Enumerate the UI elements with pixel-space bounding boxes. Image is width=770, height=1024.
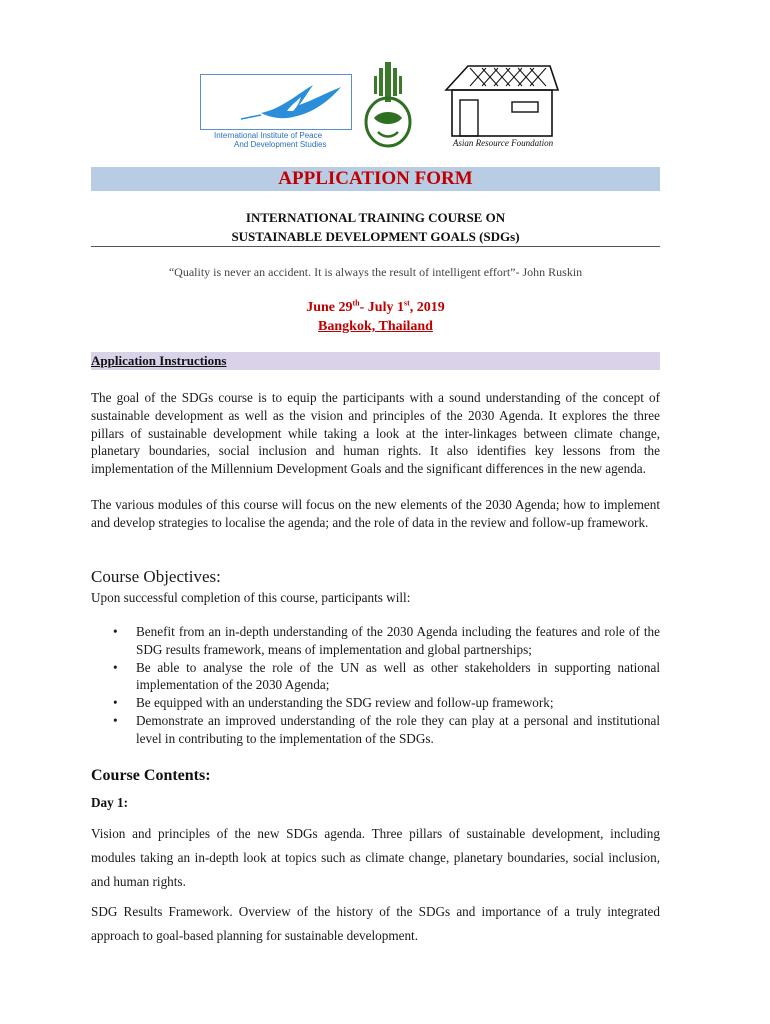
course-dates: [91, 299, 660, 317]
house-icon: [440, 64, 566, 138]
iipds-name-line1: International Institute of Peace: [214, 131, 323, 140]
day-1-label: Day 1:: [91, 795, 128, 810]
instructions-paragraph-2: The various modules of this course will focus on the new elements of the 2030 Agenda; how to implement and develop strategies to localise the agenda; and the role of data in the review and follow-up framework.: [91, 497, 660, 530]
seal-logo: [360, 60, 416, 150]
instructions-paragraph-1: The goal of the SDGs course is to equip the participants with a sound understanding of the concept of sustainable development as well as the vision and principles of the 2030 Agenda. It explores the three pillars of sustainable development while taking a look at the inter-linkages between climate change, planetary boundaries, social inclusion and human rights. It also identifies key lessons from the implementation of the Millennium Development Goals and the significant differences in the new agenda.: [91, 390, 660, 477]
date-start: June 29: [306, 300, 353, 315]
date-year: , 2019: [409, 300, 445, 315]
objective-text: Benefit from an in-depth understanding of the 2030 Agenda including the features and role of the SDG results framework, means of implementation and global partnerships;: [136, 624, 660, 657]
bullet-icon: •: [113, 712, 118, 728]
date-end-suffix: st: [403, 298, 410, 308]
day-1-paragraph-2: SDG Results Framework. Overview of the history of the SDGs and importance of a truly integrated approach to goal-based planning for sustainable development.: [91, 904, 660, 943]
day-1-paragraph-1: Vision and principles of the new SDGs agenda. Three pillars of sustainable development, including modules taking an in-depth look at topics such as climate change, planetary boundaries, social inclusion, and human rights.: [91, 826, 660, 889]
objective-item: [91, 712, 660, 748]
quote: “Quality is never an accident. It is always the result of intelligent effort”- John Ruskin: [168, 265, 583, 279]
tree-emblem-icon: [360, 60, 416, 150]
date-start-suffix: th: [352, 298, 360, 308]
objective-item: [91, 694, 660, 712]
arf-caption: Asian Resource Foundation: [452, 138, 554, 148]
iipds-logo-frame: [200, 74, 352, 130]
header-divider: [91, 246, 660, 247]
objectives-intro: Upon successful completion of this course, participants will:: [91, 590, 411, 605]
objectives-heading: Course Objectives:: [91, 567, 221, 586]
contents-heading: Course Contents:: [91, 767, 211, 784]
course-title-line2: SUSTAINABLE DEVELOPMENT GOALS (SDGs): [231, 229, 520, 244]
arf-logo: [440, 64, 566, 154]
objective-text: Be able to analyse the role of the UN as well as other stakeholders in supporting national implementation of the 2030 Agenda;: [136, 659, 660, 693]
bullet-icon: •: [113, 624, 118, 639]
objective-item: [91, 659, 660, 695]
instructions-heading: Application Instructions: [91, 353, 227, 368]
course-location: [91, 318, 660, 336]
objective-text: Demonstrate an improved understanding of the role they can play at a personal and institutional level in contributing to the implementation of the SDGs.: [136, 712, 660, 746]
bullet-icon: •: [113, 695, 118, 711]
date-end: - July 1: [359, 300, 404, 315]
bullet-icon: •: [113, 659, 118, 675]
iipds-name-line2: And Development Studies: [234, 140, 327, 149]
iipds-logo: [200, 74, 352, 152]
objective-item: [91, 623, 660, 659]
objective-text: Be equipped with an understanding the SDG review and follow-up framework;: [136, 695, 554, 711]
objectives-list: [91, 623, 660, 748]
course-title-line1: INTERNATIONAL TRAINING COURSE ON: [245, 210, 506, 225]
bird-icon: [201, 75, 351, 129]
location-text: Bangkok, Thailand: [318, 319, 433, 334]
page-title: APPLICATION FORM: [278, 168, 473, 189]
